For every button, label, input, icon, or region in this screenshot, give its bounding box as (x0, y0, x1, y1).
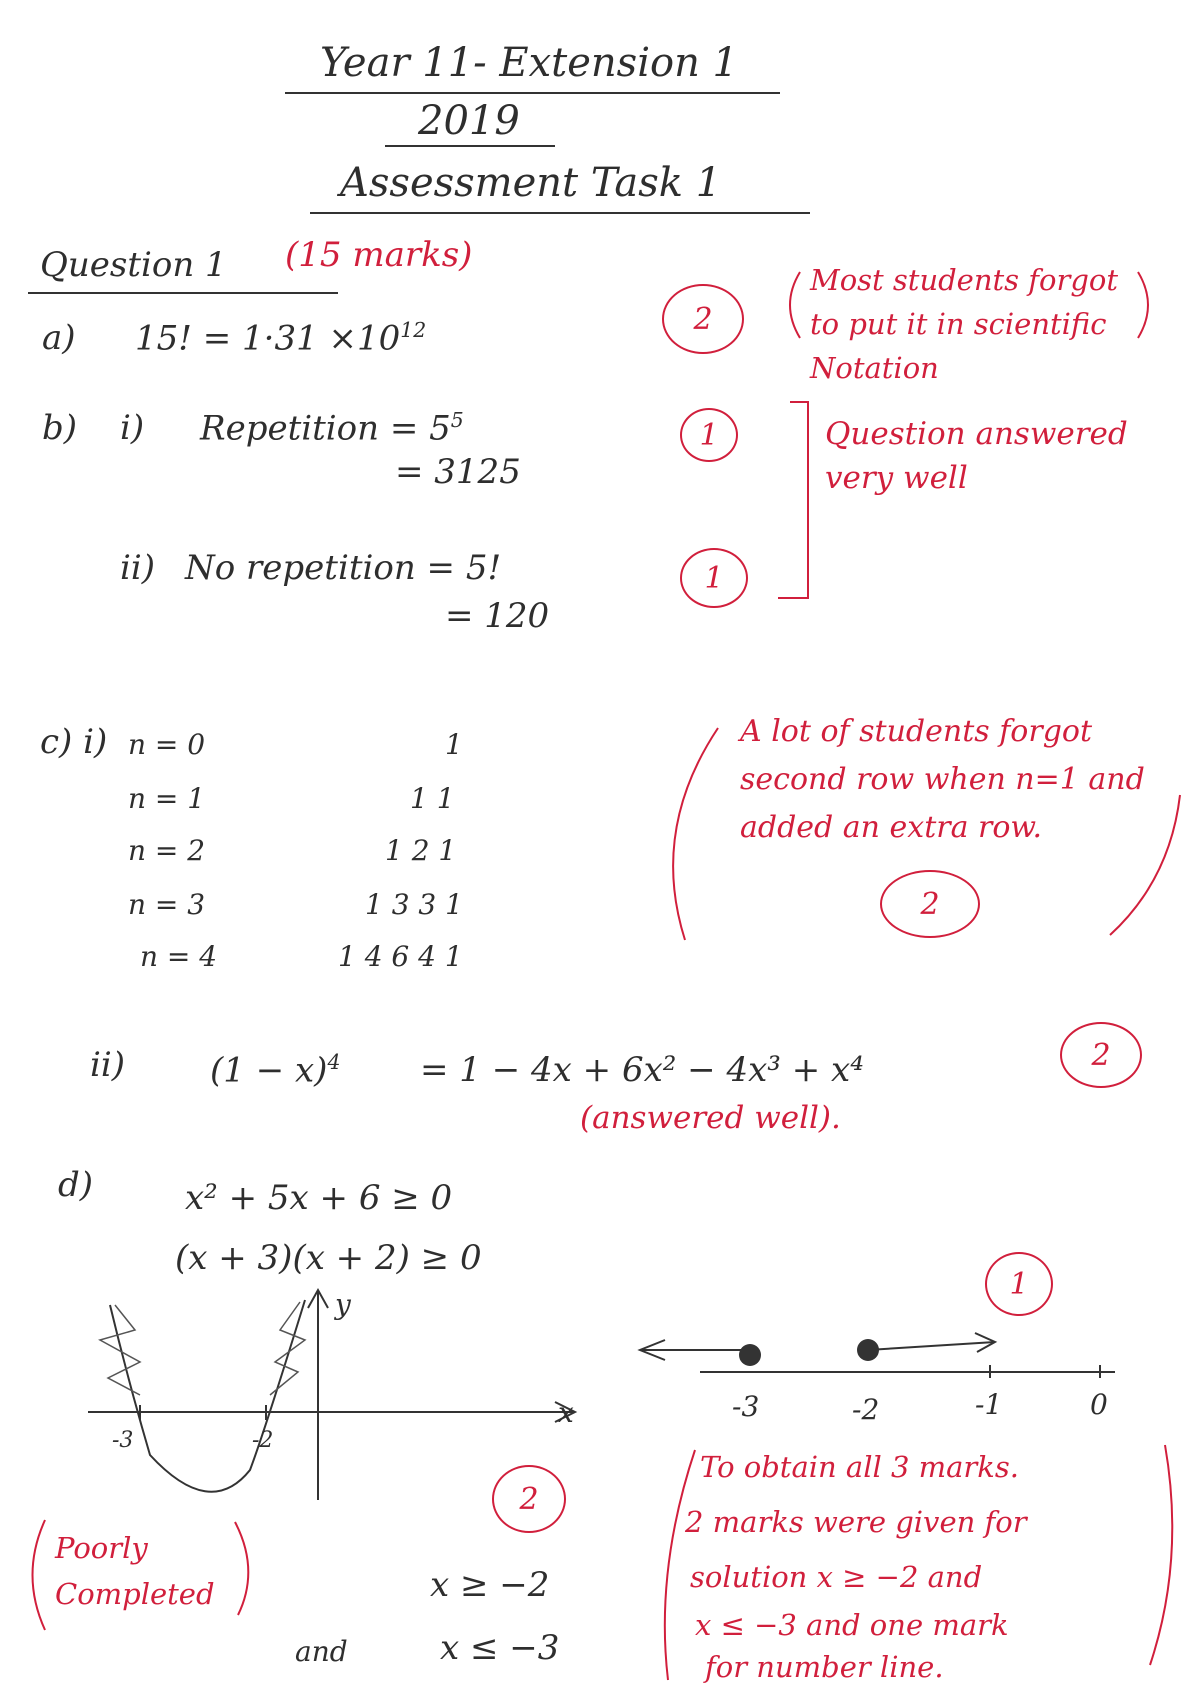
graph-neg2-label: -2 (252, 1428, 274, 1453)
part-b-label: b) (42, 408, 78, 448)
pascal-row-0: 1 (445, 728, 463, 761)
part-d-comment-line-2: 2 marks were given for (685, 1505, 1027, 1539)
part-c-ii-rhs: = 1 − 4x + 6x² − 4x³ + x⁴ (420, 1050, 864, 1090)
poorly-completed: Poorly Completed (55, 1531, 215, 1611)
part-b-comment: Question answered very well (825, 416, 1128, 496)
solution-1: x ≥ −2 (430, 1565, 550, 1605)
part-b-ii-label: ii) (120, 548, 156, 588)
graph-y-label: y (335, 1288, 351, 1321)
part-b-ii-mark: 1 (680, 548, 748, 608)
part-b-i-line1: Repetition = $5^5$ (200, 408, 464, 449)
header-line-1: Year 11- Extension 1 (320, 40, 739, 86)
part-d-comment-line-3: solution x ≥ −2 and (690, 1560, 983, 1594)
part-c-ii-mark: 2 (1060, 1022, 1142, 1088)
part-d-graph-mark: 2 (492, 1465, 566, 1533)
numline-tick-neg2: -2 (852, 1393, 880, 1426)
part-b-i-label: i) (120, 408, 145, 448)
part-c-n4: n = 4 (140, 940, 218, 973)
header-line-2: 2019 (418, 98, 520, 144)
numline-tick-0: 0 (1090, 1388, 1108, 1421)
question-marks: (15 marks) (285, 235, 473, 275)
part-b-i-mark: 1 (680, 408, 738, 462)
part-c-n1: n = 1 (128, 782, 206, 815)
question-label: Question 1 (40, 245, 227, 285)
pascal-row-1: 1 1 (410, 782, 455, 815)
part-a-exp: 12 (400, 318, 427, 342)
part-c-comment: A lot of students forgot second row when n=1 and added an extra row. (740, 714, 1145, 845)
part-a-lhs: 15! = 1·31 ×10 (135, 318, 401, 359)
part-c-mark: 2 (880, 870, 980, 938)
part-b-ii-line2: = 120 (445, 596, 550, 636)
graph-x-label: x (558, 1396, 574, 1429)
part-c-label: c) i) (40, 722, 108, 762)
part-a-label: a) (42, 318, 76, 358)
part-c-n0: n = 0 (128, 728, 206, 761)
part-b-ii-line1: No repetition = 5! (185, 548, 502, 588)
numline-tick-neg1: -1 (975, 1388, 1003, 1421)
part-d-line2: (x + 3)(x + 2) ≥ 0 (175, 1238, 482, 1278)
graph-neg3-label: -3 (112, 1428, 134, 1453)
pascal-row-2: 1 2 1 (385, 834, 457, 867)
pascal-row-3: 1 3 3 1 (365, 888, 463, 921)
part-c-n3: n = 3 (128, 888, 206, 921)
solution-and: and (295, 1635, 348, 1668)
solution-2: x ≤ −3 (440, 1628, 560, 1668)
part-d-comment-line-4: x ≤ −3 and one mark (695, 1608, 1009, 1642)
part-c-ii-lhs: $(1 - x)^4$ (210, 1050, 341, 1091)
part-d-comment-line-5: for number line. (705, 1650, 944, 1684)
header-line-3: Assessment Task 1 (340, 160, 722, 206)
part-b-i-line2: = 3125 (395, 452, 521, 492)
part-d-numline-mark: 1 (985, 1252, 1053, 1316)
part-c-ii-comment: (answered well). (580, 1100, 841, 1136)
part-d-label: d) (58, 1165, 94, 1205)
part-a-mark: 2 (662, 284, 744, 354)
part-d-line1: x² + 5x + 6 ≥ 0 (185, 1178, 453, 1218)
numline-tick-neg3: -3 (732, 1390, 760, 1423)
pascal-row-4: 1 4 6 4 1 (338, 940, 463, 973)
part-d-comment-line-1: To obtain all 3 marks. (700, 1450, 1019, 1484)
part-c-ii-label: ii) (90, 1045, 126, 1085)
part-c-n2: n = 2 (128, 834, 206, 867)
part-a-comment: Most students forgot to put it in scientific Notation (810, 263, 1119, 385)
